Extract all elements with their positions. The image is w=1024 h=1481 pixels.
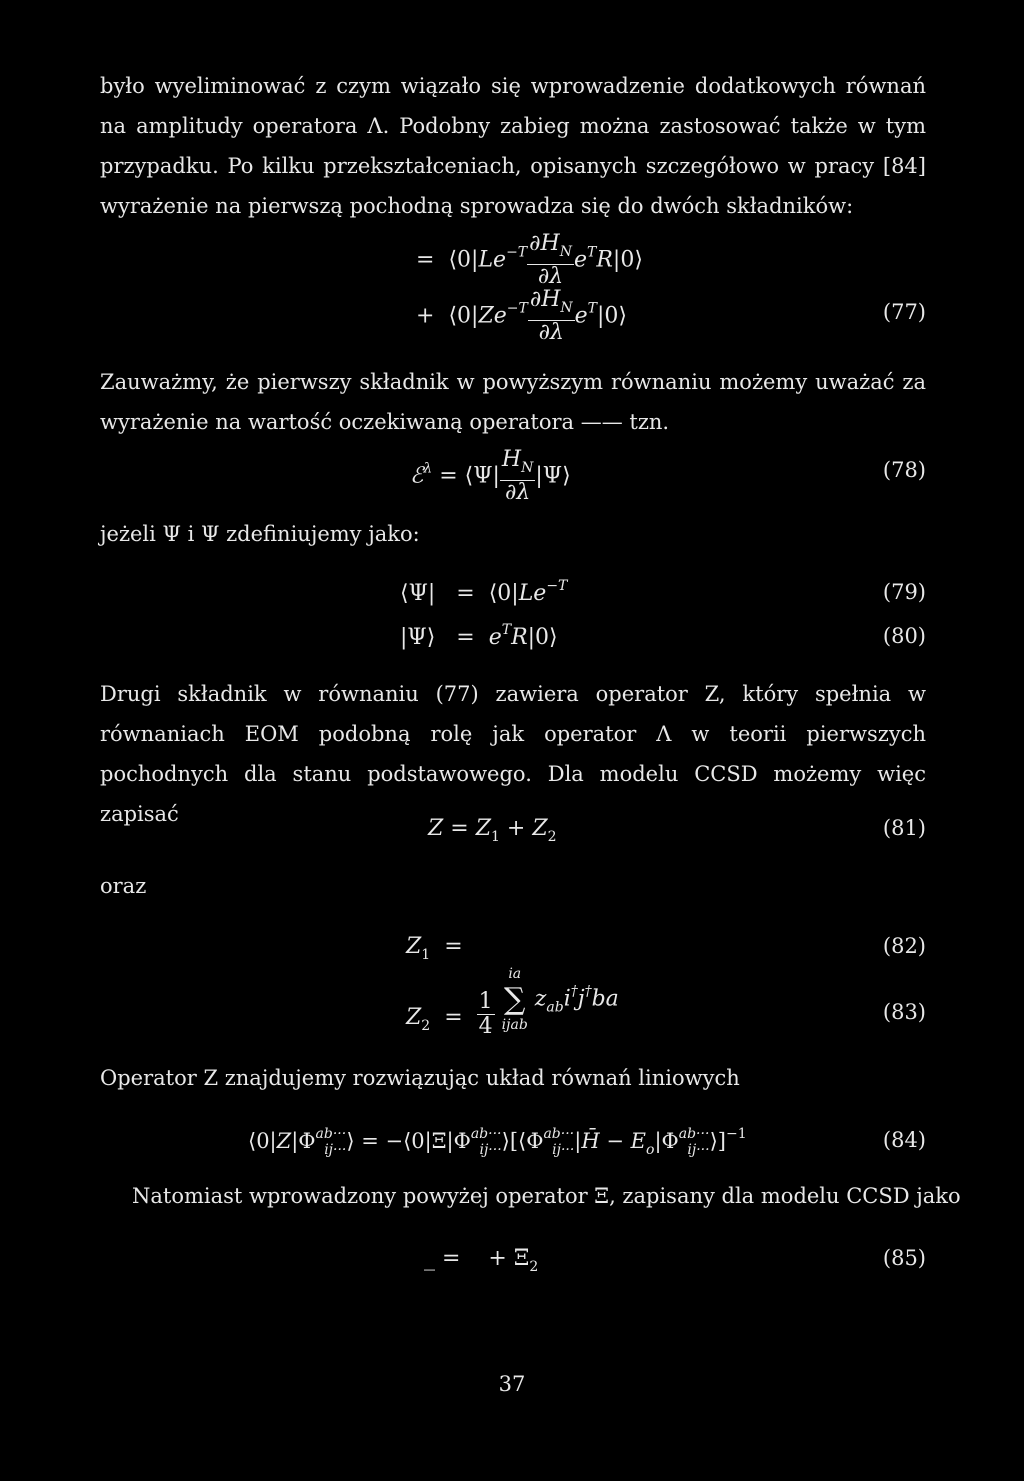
equation-number-84: (84) [882,1128,926,1152]
paragraph-second-term: Drugi składnik w równaniu (77) zawiera operator Z, który spełnia w równaniach EOM podobną rolę jak operator Λ w teorii pierwszych pochodnych dla stanu podstawowego. Dla modelu CCSD możemy więc zapisać [100,682,926,826]
paragraph-xi-operator: Natomiast wprowadzony powyżej operator Ξ, zapisany dla modelu CCSD jako [132,1184,961,1208]
equation-78: ℰ$^\lambda$ = ⟨Ψ| $\frac{H_N}{\partial\lambda}$ |Ψ⟩ [410,447,571,505]
paragraph-intro: było wyeliminować z czym wiązało się wprowadzenie dodatkowych równań na amplitudy operatora Λ. Podobny zabieg można zastosować także w tym przypadku. Po kilku przekształceniach, opisanych szczegółowo w pracy [84] wyrażenie na pierwszą pochodną sprowadza się do dwóch składników: [100,74,926,218]
equation-82: $Z_1$ = [406,934,463,963]
equation-number-79: (79) [882,580,926,604]
equation-77-line2: + $⟨0|Ze^{-T}$ $\frac{\partial H_N}{\partial\lambda}$ $e^T|0⟩$ [416,287,628,345]
equation-number-85: (85) [882,1246,926,1270]
paragraph-operator-z: Operator Z znajdujemy rozwiązując układ równań liniowych [100,1066,740,1090]
page-number: 37 [498,1372,526,1396]
equation-81: $Z = Z_1 + Z_2$ [428,816,557,845]
equation-number-83: (83) [882,1000,926,1024]
equation-number-81: (81) [882,816,926,840]
line-jezeli: jeżeli Ψ i Ψ zdefiniujemy jako: [100,522,420,546]
equation-84: $⟨0|Z|\Phi^{ab\cdot\cdot\cdot}_{ij\cdot\cdot\cdot}⟩$ = $-⟨0|\Xi|\Phi^{ab\cdot\cdot\cdot}_{ij\cdot\cdot\cdot}⟩[⟨\Phi^{ab\cdot\cdot\cdot}_{ij\cdot\cdot\cdot}|H̄$ − $E_o|\Phi^{ab\cdot\cdot\cdot}_{ij\cdot\cdot\cdot}⟩]^{-1}$ [248,1126,747,1158]
paragraph-observation: Zauważmy, że pierwszy składnik w powyższym równaniu możemy uważać za wyrażenie na wartość oczekiwaną operatora —— tzn. [100,370,926,434]
equation-77-line1: = $⟨0|Le^{-T}$ $\frac{\partial H_N}{\partial\lambda}$ $e^TR|0⟩$ [416,231,643,289]
equation-number-78: (78) [882,458,926,482]
equation-number-82: (82) [882,934,926,958]
equation-83: $Z_2$ = $\frac{1}{4}$ ia ∑ ijab $z_{ab}i^\dagger j^\dagger ba$ [406,966,619,1039]
line-oraz: oraz [100,874,147,898]
equation-85: _ = + $\Xi_2$ [424,1246,539,1275]
equation-number-80: (80) [882,624,926,648]
equation-80: |Ψ⟩ = $e^TR|0⟩$ [400,622,558,650]
equation-number-77: (77) [882,300,926,324]
equation-79: ⟨Ψ| = $⟨0|Le^{-T}$ [400,578,568,606]
